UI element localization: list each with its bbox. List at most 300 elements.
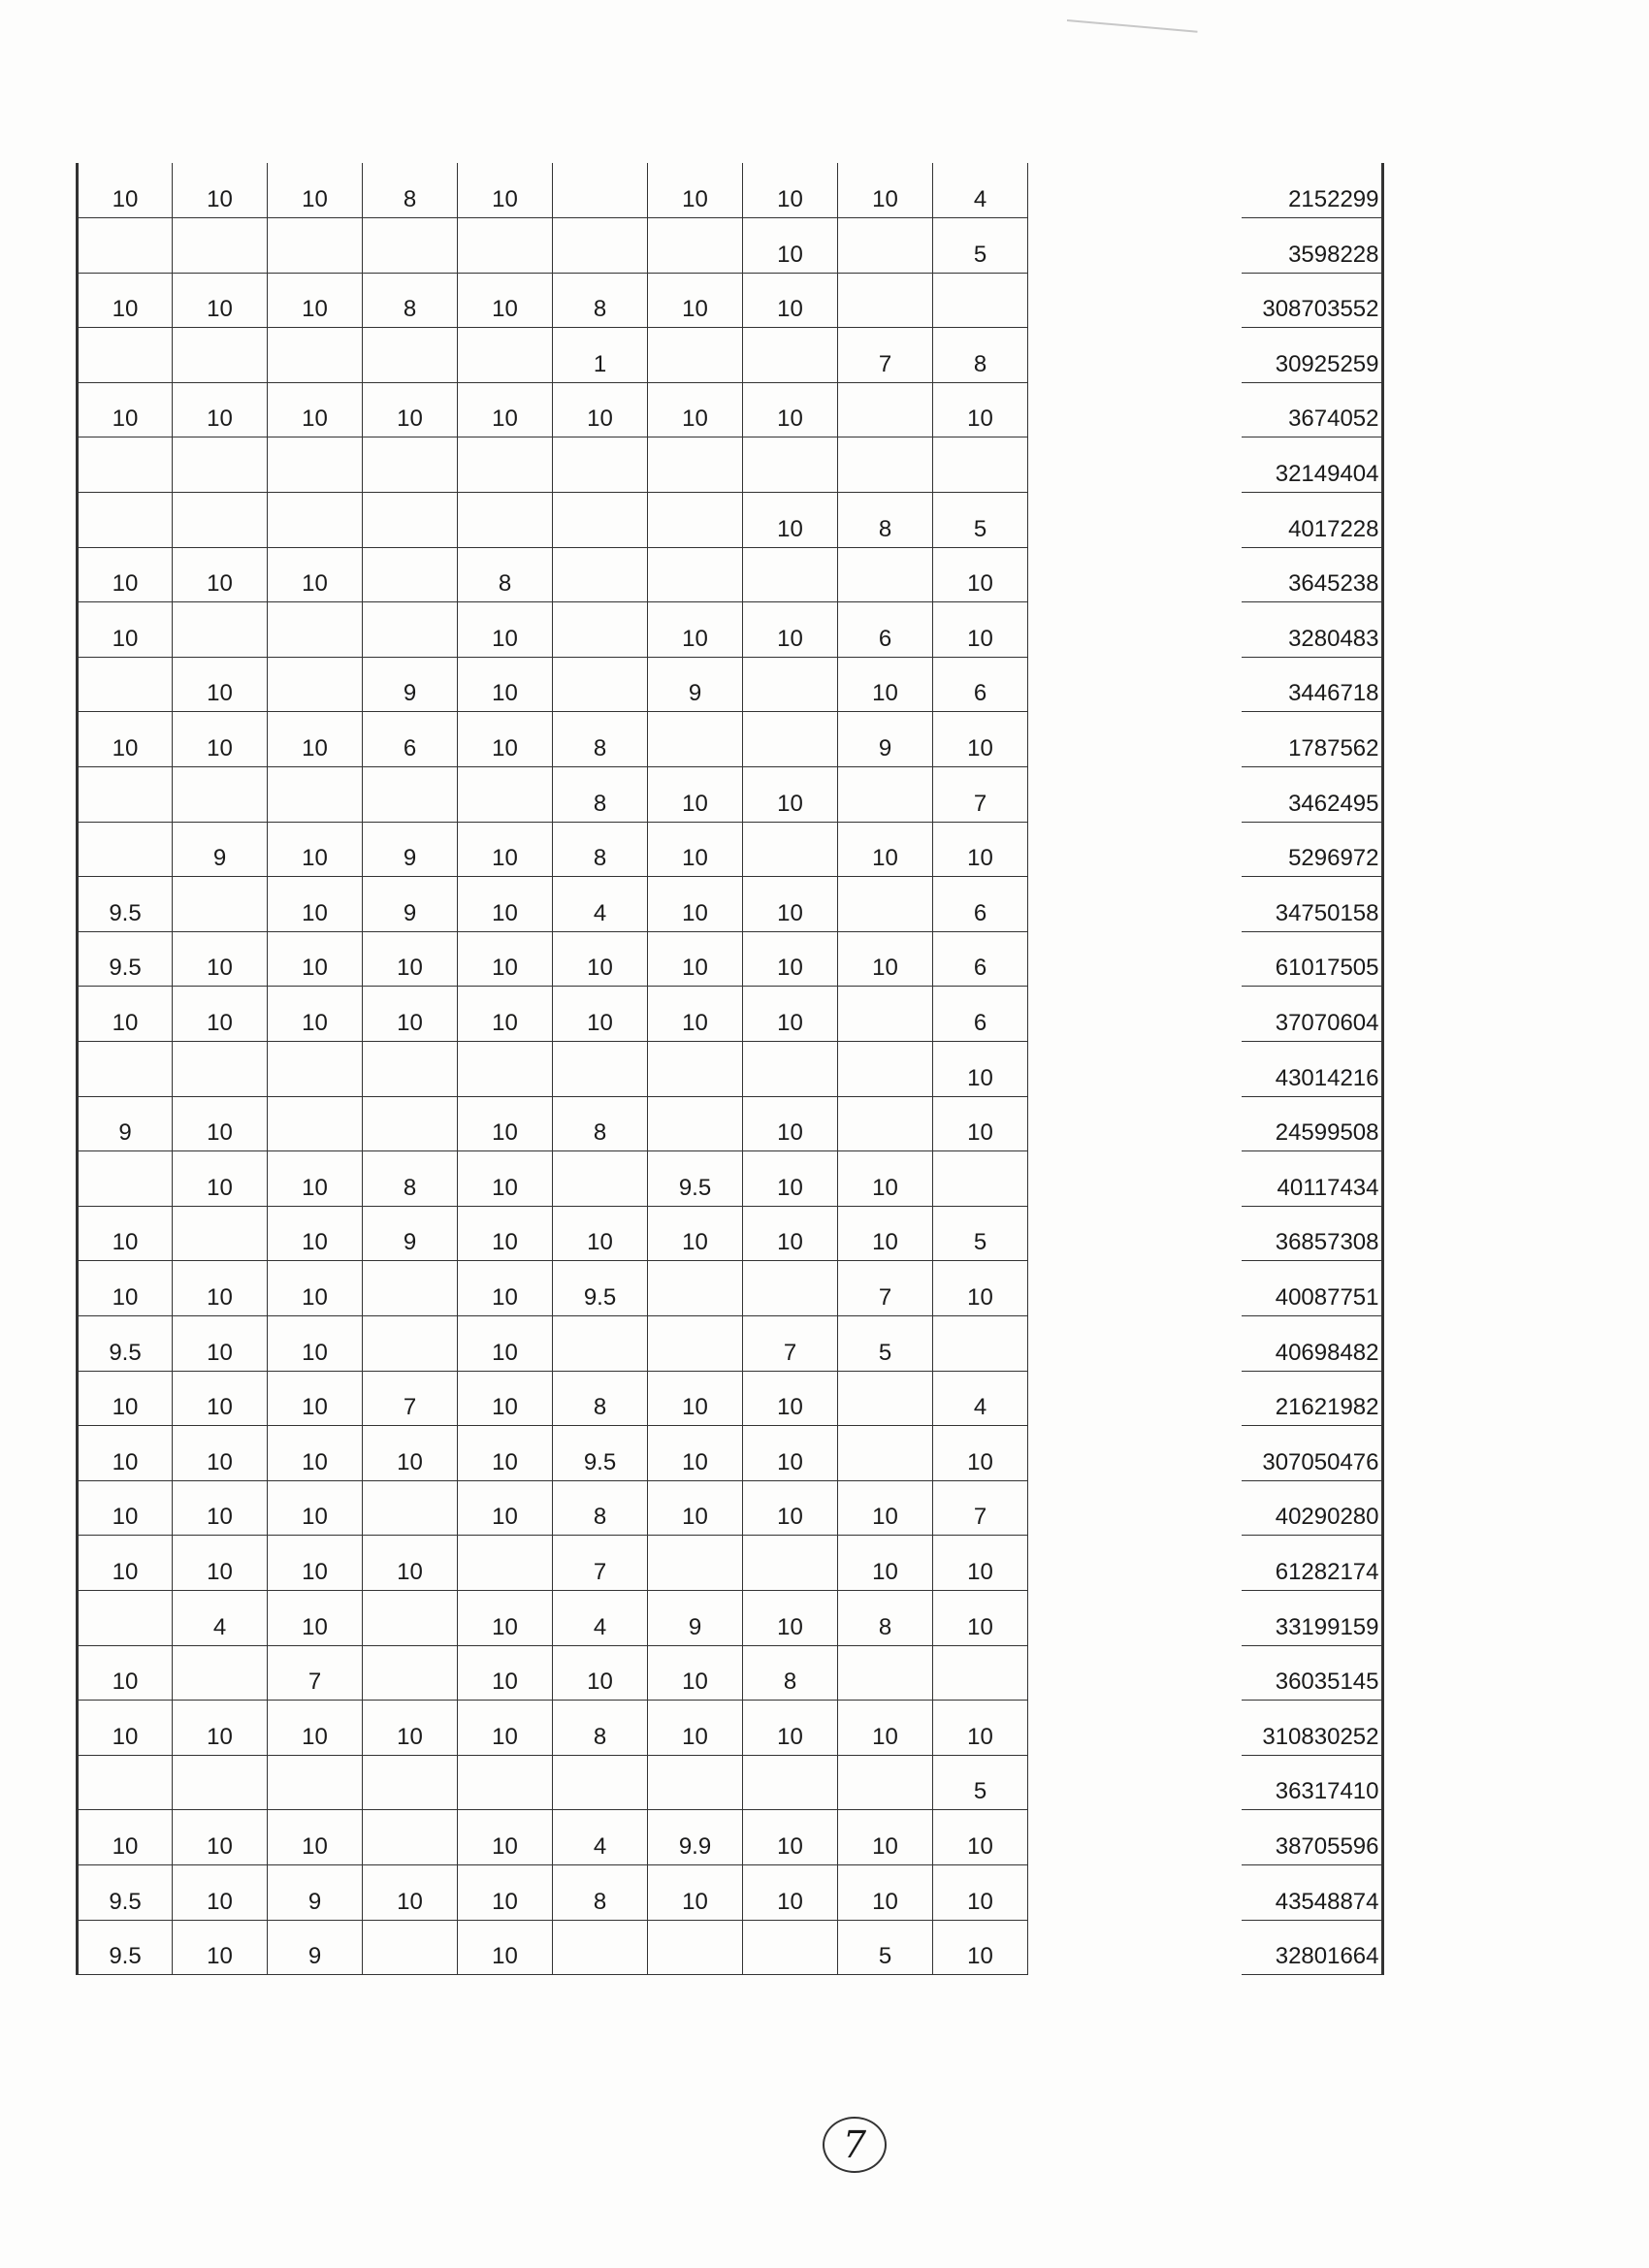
score-row xyxy=(78,1864,1028,1920)
score-cell xyxy=(743,1042,838,1097)
score-cell xyxy=(648,1042,743,1097)
score-cell: 7 xyxy=(838,1261,933,1316)
scan-smudge xyxy=(1067,19,1198,33)
score-cell: 8 xyxy=(553,822,648,877)
score-cell xyxy=(363,1590,458,1645)
score-cell xyxy=(648,1096,743,1151)
score-cell: 10 xyxy=(173,1151,268,1207)
score-cell: 6 xyxy=(838,602,933,658)
score-cell xyxy=(648,1315,743,1371)
score-cell: 10 xyxy=(933,712,1028,767)
id-cell: 40117434 xyxy=(1242,1151,1382,1207)
score-cell xyxy=(268,1042,363,1097)
score-row xyxy=(78,602,1028,658)
score-cell: 10 xyxy=(838,1810,933,1865)
score-cell: 7 xyxy=(838,328,933,383)
id-cell: 36857308 xyxy=(1242,1206,1382,1261)
score-cell: 6 xyxy=(933,931,1028,987)
score-cell: 10 xyxy=(743,1864,838,1920)
score-cell xyxy=(173,437,268,493)
score-cell: 10 xyxy=(648,987,743,1042)
score-cell: 10 xyxy=(268,1536,363,1591)
score-cell xyxy=(553,1755,648,1810)
score-cell: 10 xyxy=(743,1096,838,1151)
score-cell: 10 xyxy=(553,1206,648,1261)
score-cell: 10 xyxy=(268,273,363,328)
id-cell: 38705596 xyxy=(1242,1810,1382,1865)
score-cell: 7 xyxy=(933,767,1028,823)
score-cell xyxy=(78,1590,173,1645)
score-cell: 10 xyxy=(268,163,363,218)
score-cell: 10 xyxy=(458,1480,553,1536)
score-cell xyxy=(458,493,553,548)
score-cell: 9 xyxy=(363,657,458,712)
score-cell: 9 xyxy=(363,877,458,932)
score-cell: 10 xyxy=(458,712,553,767)
score-cell: 5 xyxy=(838,1315,933,1371)
score-cell xyxy=(458,328,553,383)
score-cell: 10 xyxy=(458,602,553,658)
score-cell: 8 xyxy=(553,1371,648,1426)
score-cell: 10 xyxy=(743,1206,838,1261)
score-cell: 10 xyxy=(458,1590,553,1645)
score-cell xyxy=(363,1645,458,1701)
score-cell: 10 xyxy=(458,273,553,328)
score-cell: 10 xyxy=(743,1701,838,1756)
score-cell: 9.5 xyxy=(553,1426,648,1481)
score-cell: 1 xyxy=(553,328,648,383)
score-row xyxy=(78,163,1028,218)
score-cell: 8 xyxy=(933,328,1028,383)
score-cell xyxy=(78,657,173,712)
score-cell: 7 xyxy=(743,1315,838,1371)
score-cell: 4 xyxy=(933,163,1028,218)
id-row xyxy=(1242,1042,1382,1097)
id-cell: 5296972 xyxy=(1242,822,1382,877)
id-row xyxy=(1242,767,1382,823)
id-cell: 3462495 xyxy=(1242,767,1382,823)
id-row xyxy=(1242,1536,1382,1591)
score-cell: 4 xyxy=(933,1371,1028,1426)
score-cell xyxy=(933,437,1028,493)
score-cell: 10 xyxy=(838,1480,933,1536)
score-cell: 10 xyxy=(933,822,1028,877)
score-cell: 10 xyxy=(458,822,553,877)
score-cell: 8 xyxy=(838,493,933,548)
score-cell xyxy=(648,1920,743,1975)
score-cell xyxy=(78,1755,173,1810)
score-cell xyxy=(173,767,268,823)
score-cell xyxy=(743,328,838,383)
score-cell: 10 xyxy=(78,1810,173,1865)
score-row xyxy=(78,767,1028,823)
score-cell xyxy=(648,712,743,767)
score-cell xyxy=(933,1645,1028,1701)
id-row xyxy=(1242,1755,1382,1810)
id-column-table xyxy=(1242,163,1384,1975)
score-cell: 10 xyxy=(268,1206,363,1261)
score-cell: 8 xyxy=(553,1864,648,1920)
score-row xyxy=(78,437,1028,493)
score-cell xyxy=(458,1536,553,1591)
score-row xyxy=(78,1480,1028,1536)
score-cell xyxy=(458,1755,553,1810)
score-cell: 10 xyxy=(78,547,173,602)
score-cell: 10 xyxy=(173,1536,268,1591)
id-cell: 24599508 xyxy=(1242,1096,1382,1151)
score-row xyxy=(78,931,1028,987)
score-cell: 10 xyxy=(458,1151,553,1207)
score-cell: 10 xyxy=(648,382,743,437)
id-row xyxy=(1242,602,1382,658)
score-cell xyxy=(363,328,458,383)
score-cell: 8 xyxy=(363,1151,458,1207)
score-cell: 9 xyxy=(648,1590,743,1645)
score-cell xyxy=(933,273,1028,328)
id-row xyxy=(1242,1590,1382,1645)
score-cell: 10 xyxy=(743,987,838,1042)
score-cell: 10 xyxy=(743,382,838,437)
id-cell: 3446718 xyxy=(1242,657,1382,712)
score-cell: 10 xyxy=(933,1096,1028,1151)
page-number: 7 xyxy=(823,2117,887,2173)
score-cell: 10 xyxy=(933,1536,1028,1591)
score-cell xyxy=(78,218,173,274)
score-cell: 10 xyxy=(743,1480,838,1536)
score-cell: 10 xyxy=(173,987,268,1042)
score-cell xyxy=(648,328,743,383)
id-row xyxy=(1242,1096,1382,1151)
score-cell: 10 xyxy=(268,547,363,602)
score-cell xyxy=(173,602,268,658)
score-cell: 8 xyxy=(743,1645,838,1701)
score-cell: 10 xyxy=(458,1206,553,1261)
score-row xyxy=(78,328,1028,383)
score-cell: 10 xyxy=(838,1206,933,1261)
score-row xyxy=(78,1755,1028,1810)
score-cell xyxy=(268,767,363,823)
score-cell xyxy=(78,437,173,493)
score-cell: 4 xyxy=(553,1590,648,1645)
score-cell xyxy=(458,218,553,274)
scores-table-body xyxy=(78,163,1028,1975)
score-cell: 10 xyxy=(648,1864,743,1920)
score-row xyxy=(78,1151,1028,1207)
score-cell: 10 xyxy=(458,1701,553,1756)
id-cell: 1787562 xyxy=(1242,712,1382,767)
score-cell: 10 xyxy=(268,382,363,437)
score-cell: 9 xyxy=(268,1920,363,1975)
score-cell: 9.5 xyxy=(78,1864,173,1920)
score-cell: 10 xyxy=(933,1810,1028,1865)
score-cell: 10 xyxy=(838,1151,933,1207)
score-cell: 10 xyxy=(458,657,553,712)
id-row xyxy=(1242,987,1382,1042)
score-cell: 10 xyxy=(268,877,363,932)
score-cell xyxy=(363,1042,458,1097)
score-cell: 10 xyxy=(648,163,743,218)
score-cell: 10 xyxy=(933,1042,1028,1097)
id-cell: 40290280 xyxy=(1242,1480,1382,1536)
score-cell: 10 xyxy=(458,163,553,218)
score-cell: 10 xyxy=(458,1864,553,1920)
score-cell: 10 xyxy=(933,1590,1028,1645)
score-cell: 10 xyxy=(78,1480,173,1536)
score-cell: 10 xyxy=(743,877,838,932)
score-cell xyxy=(173,877,268,932)
score-row xyxy=(78,1315,1028,1371)
score-cell: 10 xyxy=(363,1426,458,1481)
id-row xyxy=(1242,1371,1382,1426)
score-cell: 6 xyxy=(933,877,1028,932)
score-row xyxy=(78,1536,1028,1591)
score-cell: 10 xyxy=(648,602,743,658)
score-cell: 10 xyxy=(363,1536,458,1591)
score-cell xyxy=(648,437,743,493)
score-row xyxy=(78,1590,1028,1645)
score-cell xyxy=(648,1536,743,1591)
score-cell: 10 xyxy=(78,1426,173,1481)
id-row xyxy=(1242,1701,1382,1756)
score-cell: 8 xyxy=(553,273,648,328)
score-row xyxy=(78,273,1028,328)
score-cell xyxy=(743,1536,838,1591)
score-cell xyxy=(553,657,648,712)
score-cell: 6 xyxy=(933,987,1028,1042)
score-cell: 10 xyxy=(933,1426,1028,1481)
score-row xyxy=(78,1645,1028,1701)
score-cell: 10 xyxy=(173,547,268,602)
score-cell: 10 xyxy=(743,163,838,218)
scores-table xyxy=(76,163,1028,1975)
score-cell: 10 xyxy=(648,1426,743,1481)
score-cell: 8 xyxy=(363,273,458,328)
score-cell: 10 xyxy=(458,1096,553,1151)
id-cell: 3674052 xyxy=(1242,382,1382,437)
score-cell: 4 xyxy=(173,1590,268,1645)
score-cell: 10 xyxy=(78,1261,173,1316)
id-row xyxy=(1242,547,1382,602)
score-row xyxy=(78,712,1028,767)
score-cell: 10 xyxy=(648,1371,743,1426)
score-cell xyxy=(838,987,933,1042)
id-cell: 61017505 xyxy=(1242,931,1382,987)
score-cell: 10 xyxy=(458,877,553,932)
score-cell: 10 xyxy=(78,1536,173,1591)
id-row xyxy=(1242,1920,1382,1975)
score-cell: 10 xyxy=(743,273,838,328)
score-row xyxy=(78,1096,1028,1151)
score-cell: 9 xyxy=(173,822,268,877)
score-cell: 9.5 xyxy=(78,1920,173,1975)
score-cell: 8 xyxy=(363,163,458,218)
id-row xyxy=(1242,163,1382,218)
score-row xyxy=(78,1810,1028,1865)
score-cell xyxy=(78,767,173,823)
score-cell xyxy=(268,437,363,493)
score-cell xyxy=(268,1755,363,1810)
score-cell: 10 xyxy=(268,987,363,1042)
score-cell xyxy=(173,493,268,548)
id-cell: 30925259 xyxy=(1242,328,1382,383)
score-cell xyxy=(363,1480,458,1536)
score-cell: 4 xyxy=(553,877,648,932)
score-cell: 9 xyxy=(363,1206,458,1261)
score-cell: 10 xyxy=(743,602,838,658)
score-cell xyxy=(838,547,933,602)
score-cell xyxy=(743,657,838,712)
score-cell: 8 xyxy=(553,1480,648,1536)
score-cell: 10 xyxy=(553,1645,648,1701)
id-row xyxy=(1242,437,1382,493)
score-cell xyxy=(648,493,743,548)
id-cell: 43014216 xyxy=(1242,1042,1382,1097)
score-cell xyxy=(553,602,648,658)
score-cell: 10 xyxy=(553,382,648,437)
score-cell: 10 xyxy=(743,931,838,987)
score-cell: 10 xyxy=(268,1590,363,1645)
score-cell: 9.5 xyxy=(78,877,173,932)
score-cell: 5 xyxy=(838,1920,933,1975)
score-cell: 10 xyxy=(173,1810,268,1865)
score-cell: 10 xyxy=(363,931,458,987)
score-cell xyxy=(173,1206,268,1261)
score-cell: 10 xyxy=(78,1371,173,1426)
score-cell xyxy=(363,1261,458,1316)
score-cell xyxy=(933,1315,1028,1371)
score-cell: 10 xyxy=(363,382,458,437)
id-row xyxy=(1242,1206,1382,1261)
id-cell: 3645238 xyxy=(1242,547,1382,602)
score-cell: 10 xyxy=(648,931,743,987)
score-cell xyxy=(268,328,363,383)
id-cell: 43548874 xyxy=(1242,1864,1382,1920)
score-cell: 8 xyxy=(838,1590,933,1645)
id-cell: 34750158 xyxy=(1242,877,1382,932)
score-cell: 9 xyxy=(363,822,458,877)
id-cell: 33199159 xyxy=(1242,1590,1382,1645)
score-cell xyxy=(838,1042,933,1097)
score-cell xyxy=(363,602,458,658)
score-cell: 10 xyxy=(268,1426,363,1481)
id-row xyxy=(1242,931,1382,987)
score-cell: 9 xyxy=(648,657,743,712)
id-row xyxy=(1242,1645,1382,1701)
score-cell xyxy=(173,1755,268,1810)
score-cell xyxy=(838,1645,933,1701)
score-cell xyxy=(363,1096,458,1151)
score-cell: 10 xyxy=(838,822,933,877)
score-cell: 10 xyxy=(78,987,173,1042)
score-row xyxy=(78,1261,1028,1316)
score-cell xyxy=(458,767,553,823)
score-cell xyxy=(553,1920,648,1975)
score-cell: 10 xyxy=(933,1920,1028,1975)
score-cell: 10 xyxy=(268,1371,363,1426)
score-row xyxy=(78,987,1028,1042)
score-row xyxy=(78,822,1028,877)
score-cell: 10 xyxy=(173,1701,268,1756)
score-cell: 10 xyxy=(743,218,838,274)
id-row xyxy=(1242,712,1382,767)
score-cell: 9.5 xyxy=(553,1261,648,1316)
score-cell: 10 xyxy=(838,1536,933,1591)
score-cell: 10 xyxy=(78,163,173,218)
score-cell xyxy=(838,1371,933,1426)
score-cell xyxy=(743,1920,838,1975)
score-cell xyxy=(838,382,933,437)
score-cell xyxy=(838,877,933,932)
score-cell xyxy=(78,493,173,548)
score-cell xyxy=(743,547,838,602)
score-row xyxy=(78,218,1028,274)
score-cell xyxy=(648,218,743,274)
score-cell: 10 xyxy=(458,1371,553,1426)
score-cell: 10 xyxy=(838,163,933,218)
score-cell: 10 xyxy=(458,1645,553,1701)
score-cell xyxy=(838,1096,933,1151)
score-cell: 10 xyxy=(363,1864,458,1920)
id-row xyxy=(1242,1810,1382,1865)
score-cell xyxy=(173,328,268,383)
id-cell: 307050476 xyxy=(1242,1426,1382,1481)
score-cell xyxy=(838,437,933,493)
score-cell: 10 xyxy=(78,1645,173,1701)
id-row xyxy=(1242,1480,1382,1536)
score-cell: 9.5 xyxy=(78,931,173,987)
score-cell: 10 xyxy=(268,1480,363,1536)
score-cell: 9.9 xyxy=(648,1810,743,1865)
score-cell xyxy=(838,218,933,274)
score-cell: 10 xyxy=(743,1371,838,1426)
score-cell: 10 xyxy=(933,382,1028,437)
score-cell: 7 xyxy=(933,1480,1028,1536)
score-cell xyxy=(363,1920,458,1975)
score-cell: 7 xyxy=(363,1371,458,1426)
score-cell xyxy=(363,1755,458,1810)
id-row xyxy=(1242,657,1382,712)
score-cell xyxy=(363,437,458,493)
score-cell: 10 xyxy=(78,602,173,658)
score-cell: 5 xyxy=(933,218,1028,274)
id-cell: 21621982 xyxy=(1242,1371,1382,1426)
score-cell: 10 xyxy=(648,1645,743,1701)
score-cell: 10 xyxy=(173,273,268,328)
score-cell: 10 xyxy=(458,1426,553,1481)
score-cell: 10 xyxy=(458,987,553,1042)
score-cell: 10 xyxy=(268,931,363,987)
score-cell xyxy=(553,437,648,493)
score-cell: 10 xyxy=(743,1426,838,1481)
score-cell xyxy=(648,547,743,602)
score-cell: 10 xyxy=(743,767,838,823)
score-cell: 10 xyxy=(838,931,933,987)
score-cell xyxy=(458,437,553,493)
score-cell: 10 xyxy=(78,712,173,767)
score-cell xyxy=(743,712,838,767)
score-cell xyxy=(743,1261,838,1316)
id-cell: 3280483 xyxy=(1242,602,1382,658)
score-cell: 10 xyxy=(173,1261,268,1316)
id-row xyxy=(1242,1261,1382,1316)
score-cell xyxy=(363,1810,458,1865)
score-cell xyxy=(648,1261,743,1316)
score-cell: 8 xyxy=(553,1096,648,1151)
score-cell xyxy=(933,1151,1028,1207)
score-cell: 9 xyxy=(78,1096,173,1151)
score-cell xyxy=(553,1315,648,1371)
id-column-body xyxy=(1242,163,1382,1975)
